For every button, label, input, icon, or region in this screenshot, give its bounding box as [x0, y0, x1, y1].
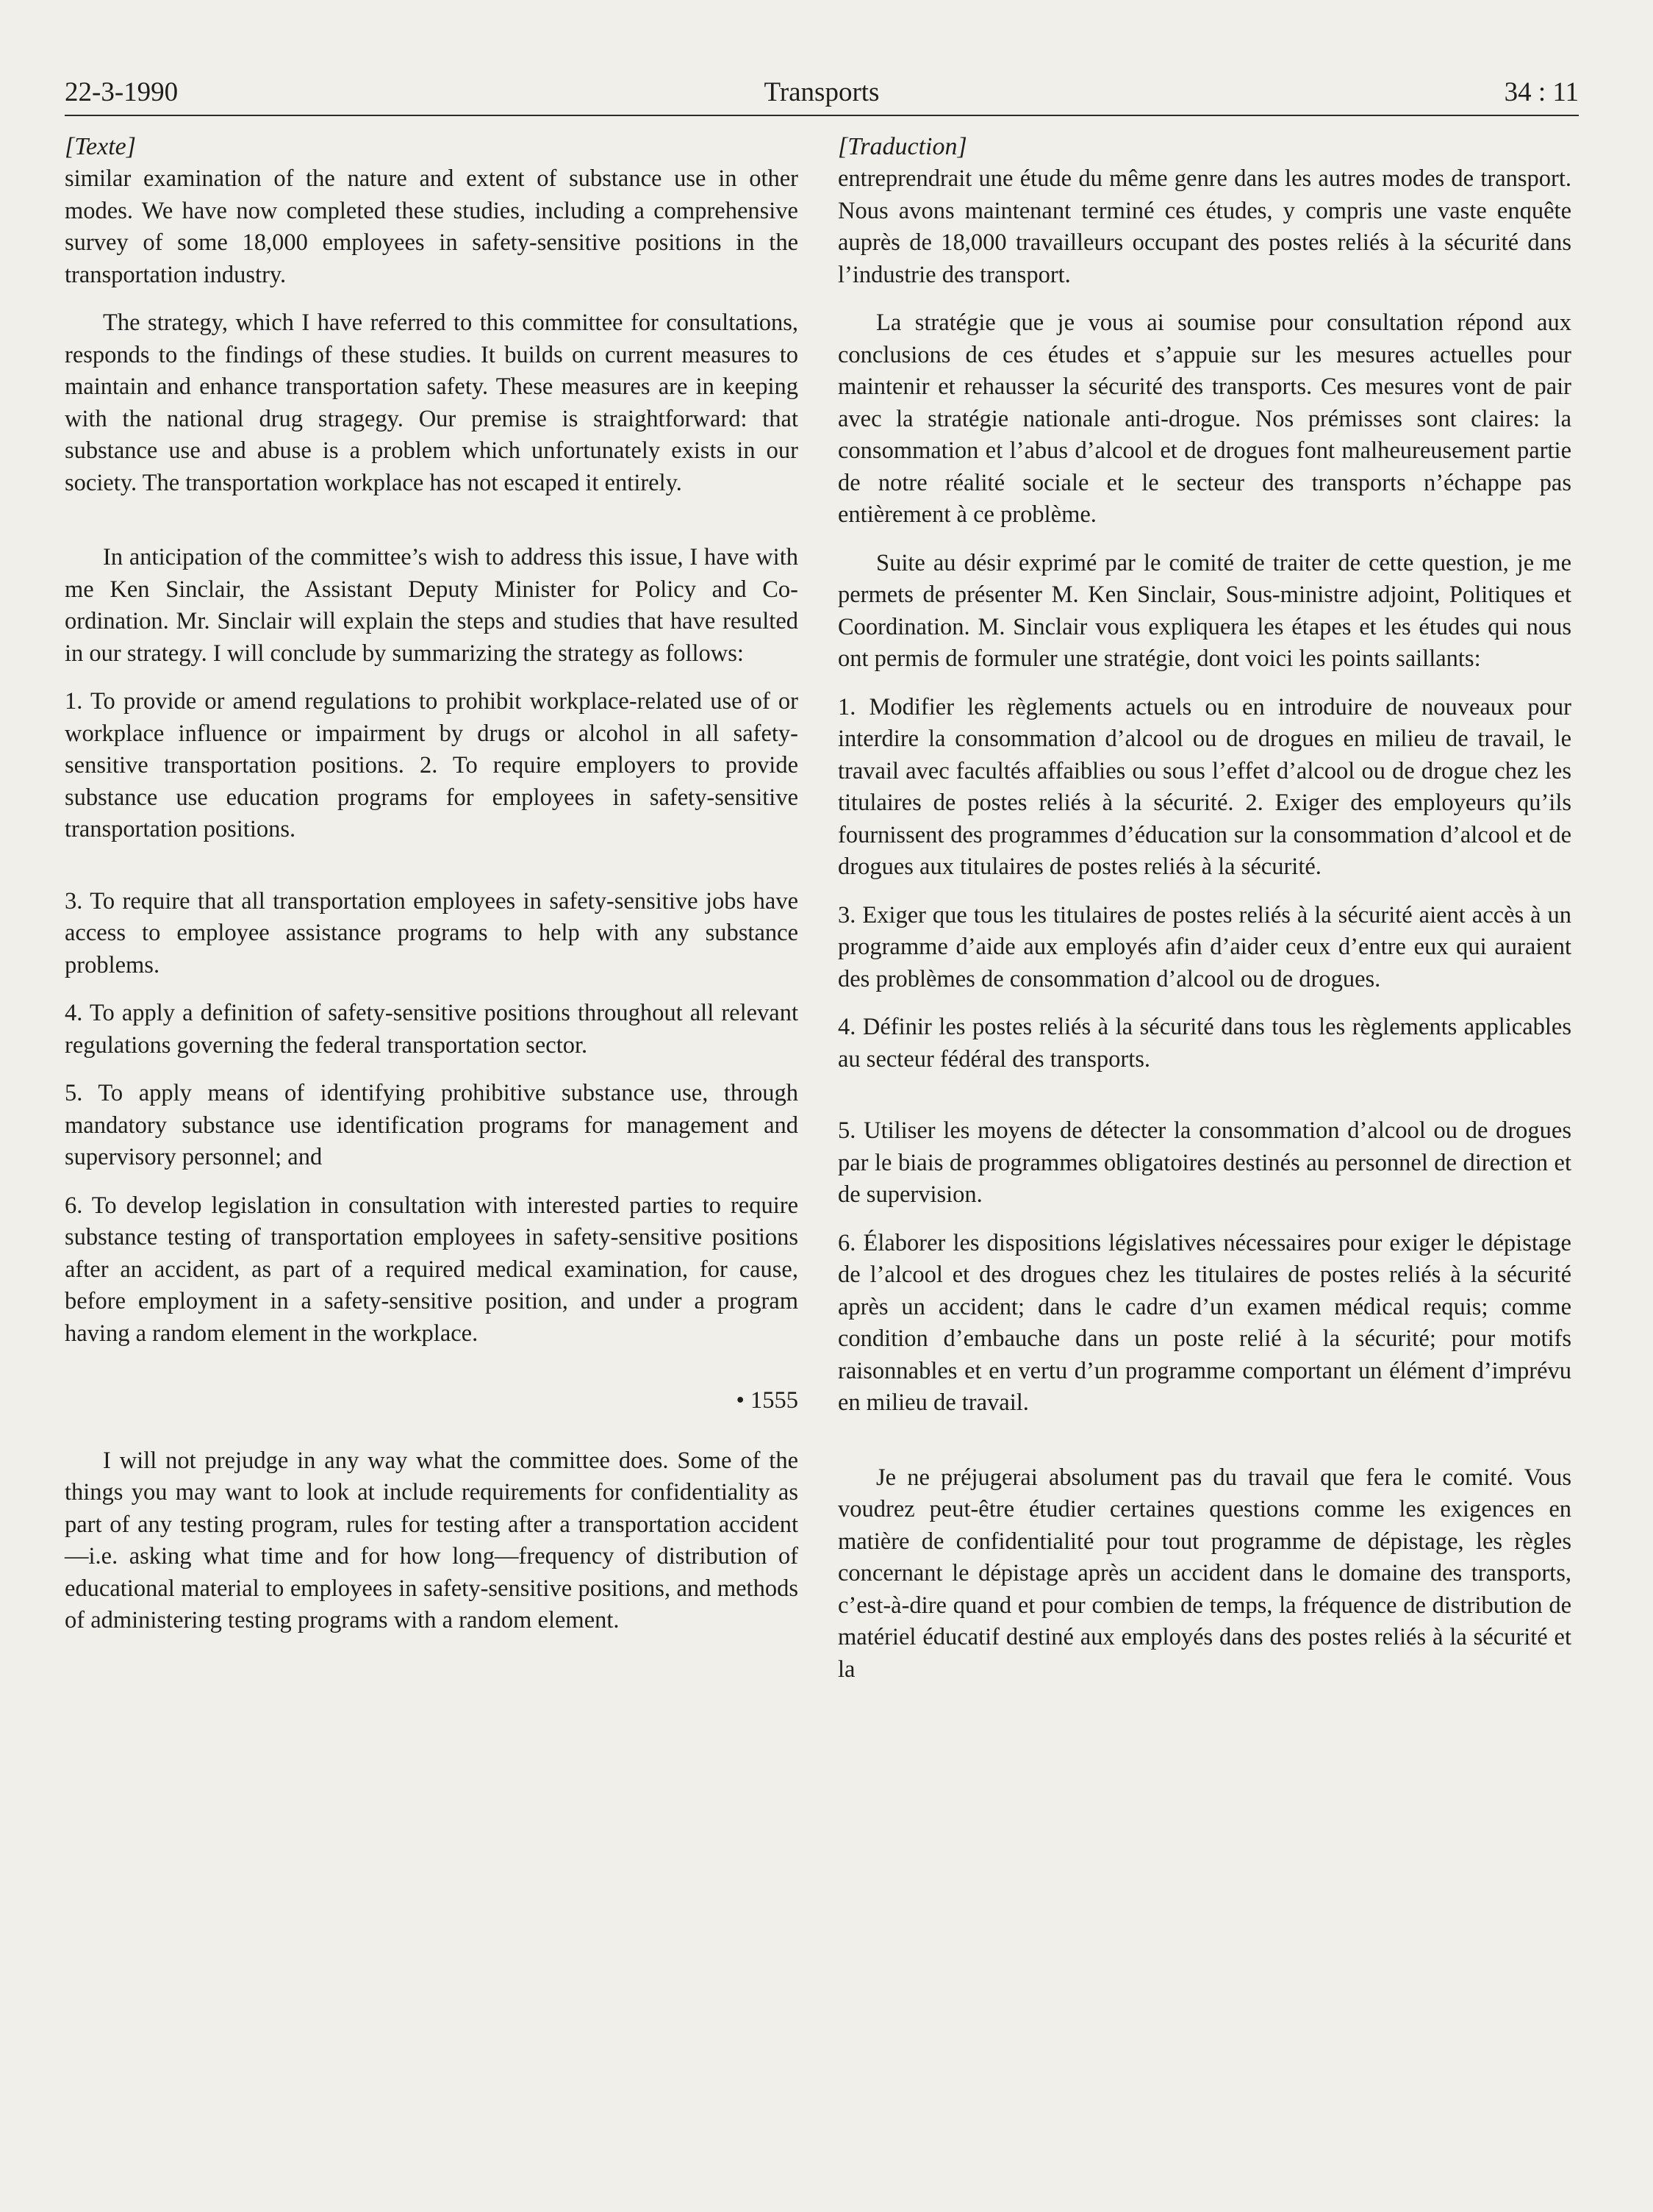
list-item: 4. To apply a definition of safety-sensitive positions throughout all relevant regulations governing the federal transportation sector.: [65, 1000, 798, 1059]
list-item: 1. Modifier les règlements actuels ou en introduire de nouveaux pour interdire la consommation d’alcool ou de drogues en milieu de travail, le travail avec facultés affaiblies ou sous l’effet d’alcool ou de drogue chez les titulaires de postes reliés à la sécurité. 2. Exiger des employeurs qu’ils fournissent des programmes d’éducation sur la consommation d’alcool et de drogues aux titulaires de postes reliés à la sécurité.: [838, 693, 1571, 880]
paragraph: Je ne préjugerai absolument pas du travail que fera le comité. Vous voudrez peut-être étudier certaines questions comme les exigences en matière de confidentialité pour tout programme de dépistage, les règles concernant le dépistage après un accident dans le domaine des transports, c’est-à-dire quand et pour combien de temps, la fréquence de distribution de matériel éducatif destiné aux employés dans des postes reliés à la sécurité et la: [838, 1464, 1571, 1683]
column-label-traduction: [Traduction]: [838, 133, 967, 160]
list-item: 4. Définir les postes reliés à la sécurité dans tous les règlements applicables au secteur fédéral des transports.: [838, 1014, 1571, 1073]
page-header: [65, 71, 1579, 116]
list-item: 5. To apply means of identifying prohibitive substance use, through mandatory substance use identification programs for management and supervisory personnel; and: [65, 1080, 798, 1170]
french-column: [838, 131, 1571, 1702]
paragraph: entreprendrait une étude du même genre dans les autres modes de transport. Nous avons maintenant terminé ces études, y compris une vaste enquête auprès de 18,000 travailleurs occupant des postes reliés à la sécurité dans l’industrie des transport.: [838, 165, 1571, 288]
paragraph: La stratégie que je vous ai soumise pour consultation répond aux conclusions de ces études et s’appuie sur les mesures actuelles pour maintenir et rehausser la sécurité des transports. Ces mesures vont de pair avec la stratégie nationale anti-drogue. Nos prémisses sont claires: la consommation et l’abus d’alcool et de drogues font malheureusement partie de notre réalité sociale et le secteur des transports n’échappe pas entièrement à ce problème.: [838, 309, 1571, 528]
timestamp: • 1555: [736, 1387, 798, 1414]
paragraph: In anticipation of the committee’s wish to address this issue, I have with me Ken Sinclair, the Assistant Deputy Minister for Policy and Co-ordination. Mr. Sinclair will explain the steps and studies that have resulted in our strategy. I will conclude by summarizing the strategy as follows:: [65, 544, 798, 667]
paragraph: The strategy, which I have referred to this committee for consultations, responds to the findings of these studies. It builds on current measures to maintain and enhance transportation safety. These measures are in keeping with the national drug stragegy. Our premise is straightforward: that substance use and abuse is a problem which unfortunately exists in our society. The transportation workplace has not escaped it entirely.: [65, 309, 798, 496]
list-item: 3. To require that all transportation employees in safety-sensitive jobs have access to employee assistance programs to help with any substance problems.: [65, 887, 798, 978]
list-item: 1. To provide or amend regulations to prohibit workplace-related use of or workplace influence or impairment by drugs or alcohol in all safety-sensitive transportation positions. 2. To require employers to provide substance use education programs for employees in safety-sensitive transportation positions.: [65, 688, 798, 842]
header-title: Transports: [764, 77, 880, 107]
column-label-texte: [Texte]: [65, 133, 136, 160]
document-page: [65, 71, 1579, 2173]
english-column: [65, 131, 798, 1653]
list-item: 6. To develop legislation in consultation with interested parties to require substance testing of transportation employees in safety-sensitive positions after an accident, as part of a required medical examination, for cause, before employment in a safety-sensitive position, and under a program having a random element in the workplace.: [65, 1192, 798, 1347]
paragraph: similar examination of the nature and extent of substance use in other modes. We have now completed these studies, including a comprehensive survey of some 18,000 employees in safety-sensitive positions in the transportation industry.: [65, 165, 798, 288]
list-item: 6. Élaborer les dispositions législatives nécessaires pour exiger le dépistage de l’alcool et des drogues chez les titulaires de postes reliés à la sécurité après un accident; dans le cadre d’un examen médical requis; comme condition d’embauche dans un poste relié à la sécurité; pour motifs raisonnables et en vertu d’un programme comportant un élément d’imprévu en milieu de travail.: [838, 1229, 1571, 1416]
list-item: 3. Exiger que tous les titulaires de postes reliés à la sécurité aient accès à un programme d’aide aux employés afin d’aider ceux d’entre eux qui auraient des problèmes de consommation d’alcool ou de drogues.: [838, 901, 1571, 992]
paragraph: I will not prejudge in any way what the committee does. Some of the things you may want to look at include requirements for confidentiality as part of any testing program, rules for testing after a transportation accident—i.e. asking what time and for how long—frequency of distribution of educational material to employees in safety-sensitive positions, and methods of administering testing programs with a random element.: [65, 1447, 798, 1633]
list-item: 5. Utiliser les moyens de détecter la consommation d’alcool ou de drogues par le biais de programmes obligatoires destinés au personnel de direction et de supervision.: [838, 1117, 1571, 1208]
header-date: 22-3-1990: [65, 77, 179, 107]
header-page-number: 34 : 11: [1504, 77, 1579, 107]
paragraph: Suite au désir exprimé par le comité de traiter de cette question, je me permets de présenter M. Ken Sinclair, Sous-ministre adjoint, Politiques et Coordination. M. Sinclair vous expliquera les étapes et les études qui nous ont permis de formuler une stratégie, dont voici les points saillants:: [838, 549, 1571, 672]
